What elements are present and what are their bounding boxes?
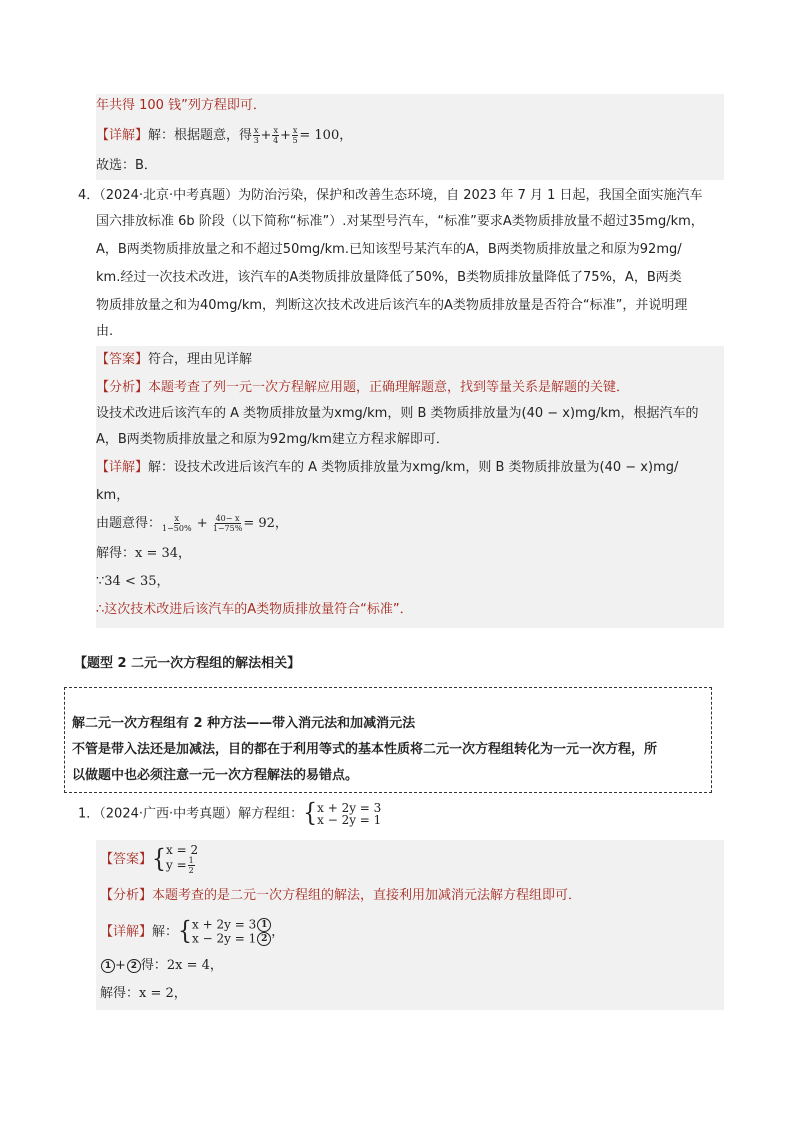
equation-system: x + 2y = 3 x − 2y = 1	[317, 801, 382, 827]
fraction-1-over-2: $\frac{1}{2}$	[188, 856, 194, 875]
detail-system: x + 2y = 3 1 x − 2y = 1 2	[192, 918, 271, 946]
q4-conclusion: ∴这次技术改进后该汽车的A类物质排放量符合“标准”．	[96, 602, 413, 617]
q1-stem: 1．（2024·广西·中考真题）解方程组：{ x + 2y = 3 x − 2y = 1	[78, 799, 382, 828]
circled-number-1: 1	[101, 959, 115, 973]
detail-tag: 【详解】	[100, 924, 153, 940]
fraction-40-minus-x-over-1-minus-75: $\frac{40- x}{1-75\%}$	[212, 514, 243, 533]
q1-detail: 【详解】解：{ x + 2y = 3 1 x − 2y = 1 2 ，	[100, 917, 285, 946]
detail-text: 解：根据题意，得	[148, 128, 253, 143]
q4-stem-line-5: 物质排放量之和为40mg/km，判断这次技术改进后该汽车的A类物质排放量是否符合“标准”，并说明理	[96, 298, 688, 313]
brace: {	[303, 799, 318, 828]
q4-equation: 由题意得： $\frac{x}{1-50\%}$ + $\frac{40- x}{1-75\%}$ = 92，	[96, 514, 288, 533]
q4-solve: 解得：x = 34，	[96, 546, 192, 561]
q1-step: 1 + 2 得：2x = 4，	[100, 956, 223, 976]
q1-solve: 解得：x = 2，	[100, 986, 187, 1001]
q4-answer: 【答案】符合，理由见详解	[96, 352, 253, 367]
section-title: 【题型 2 二元一次方程组的解法相关】	[74, 656, 301, 671]
answer-system: x = 2 y = $\frac{1}{2}$	[166, 843, 199, 875]
circled-number-1: 1	[257, 918, 271, 932]
q4-detail: 【详解】解：设技术改进后该汽车的 A 类物质排放量为xmg/km，则 B 类物质排放量为(40 − x)mg/	[96, 460, 679, 475]
q3-hint-tail: 年共得 100 钱”列方程即可．	[96, 98, 266, 113]
q4-stem-line-4: km.经过一次技术改进，该汽车的A类物质排放量降低了50%，B类物质排放量降低了75%，A，B两类	[96, 270, 682, 285]
q1-answer	[100, 844, 198, 875]
brace: {	[178, 917, 193, 946]
q3-choice: 故选：B．	[96, 158, 157, 173]
q4-because: ∵34 < 35，	[96, 574, 170, 589]
brace: {	[152, 844, 167, 874]
fraction-x-over-1-minus-50: $\frac{x}{1-50\%}$	[162, 514, 192, 533]
q4-analysis: 【分析】本题考查了列一元一次方程解应用题，正确理解题意，找到等量关系是解题的关键．	[96, 380, 630, 395]
fraction-x-over-3: $\frac{x}{3}$	[253, 126, 259, 145]
q4-stem-line-2: 国六排放标准 6b 阶段（以下简称“标准”）.对某型号汽车，“标准”要求A类物质排放量不超过35mg/km，	[96, 214, 704, 229]
equation-rhs: = 100，	[299, 128, 353, 143]
tip-line-3: 以做题中也必须注意一元一次方程解法的易错点。	[72, 768, 359, 783]
q1-analysis: 【分析】本题考查的是二元一次方程组的解法，直接利用加减消元法解方程组即可．	[100, 888, 582, 903]
tip-line-1: 解二元一次方程组有 2 种方法——带入消元法和加减消元法	[72, 716, 416, 731]
fraction-x-over-4: $\frac{x}{4}$	[273, 126, 279, 145]
circled-number-2: 2	[127, 959, 141, 973]
q4-analysis-line-3: A，B两类物质排放量之和原为92mg/km建立方程求解即可．	[96, 432, 449, 447]
fraction-x-over-5: $\frac{x}{5}$	[292, 126, 298, 145]
answer-tag: 【答案】	[96, 352, 149, 367]
q4-stem-line-3: A，B两类物质排放量之和不超过50mg/km.已知该型号某汽车的A，B两类物质排放量之和原为92mg/	[96, 242, 682, 257]
q4-analysis-line-2: 设技术改进后该汽车的 A 类物质排放量为xmg/km，则 B 类物质排放量为(40 − x)mg/km，根据汽车的	[96, 406, 699, 421]
q4-stem-line-1: 4．（2024·北京·中考真题）为防治污染，保护和改善生态环境，自 2023 年 7 月 1 日起，我国全面实施汽车	[78, 188, 703, 203]
detail-tag: 【详解】	[96, 128, 149, 143]
q4-detail-line-2: km，	[96, 488, 130, 503]
circled-number-2: 2	[257, 932, 271, 946]
analysis-tag: 【分析】	[100, 888, 153, 903]
answer-tag: 【答案】	[100, 852, 153, 867]
tip-line-2: 不管是带入法还是加减法，目的都在于利用等式的基本性质将二元一次方程组转化为一元一次方程，所	[72, 742, 658, 757]
analysis-tag: 【分析】	[96, 380, 149, 395]
q4-stem-line-6: 由.	[96, 324, 114, 339]
detail-tag: 【详解】	[96, 460, 149, 475]
q3-detail: 【详解】解：根据题意，得 $\frac{x}{3}$ + $\frac{x}{4}$ + $\frac{x}{5}$ = 100，	[96, 126, 353, 145]
